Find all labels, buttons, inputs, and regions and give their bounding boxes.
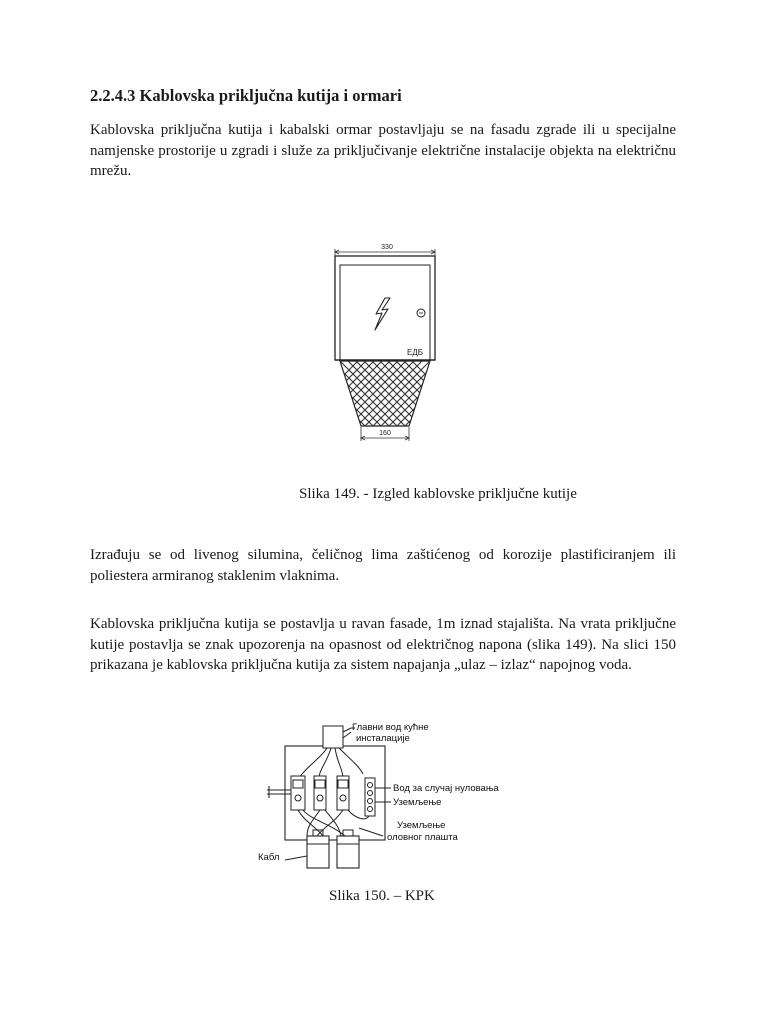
label-sheath-1: Уземљење (397, 820, 446, 831)
paragraph-intro: Kablovska priključna kutija i kabalski ormar postavljaju se na fasadu zgrade ili u specijalne namjenske prostorije u zgradi i služe za priključivanje električne instalacije objekta na električnu mrežu. (90, 122, 676, 179)
label-neutral-line: Вод за случај нуловања (393, 783, 499, 794)
figure-150-caption: Slika 150. – KPK (329, 888, 435, 904)
section-heading: 2.2.4.3 Kablovska priključna kutija i ormari (90, 86, 402, 105)
dimension-width-label: 330 (381, 244, 393, 251)
label-grounding: Уземљење (393, 797, 442, 808)
label-cable: Кабл (258, 852, 280, 863)
figure-149-caption: Slika 149. - Izgled kablovske priključne kutije (299, 486, 577, 502)
label-sheath-2: оловног плашта (387, 832, 458, 843)
plate-label: ЕДБ (406, 348, 424, 357)
figure-149-box-drawing (320, 238, 450, 443)
dimension-bottom-label: 160 (379, 430, 391, 437)
label-main-line-2: инсталације (356, 733, 410, 744)
label-main-line-1: Главни вод кућне (352, 722, 429, 733)
paragraph-materials: Izrađuju se od livenog silumina, čeličnog lima zaštićenog od korozije plastificiranjem ili poliestera armiranog staklenim vlaknima. (90, 547, 676, 584)
figure-150-kpk-diagram (255, 718, 535, 880)
paragraph-installation: Kablovska priključna kutija se postavlja u ravan fasade, 1m iznad stajališta. Na vrata priključne kutije postavlja se znak upozorenja na opasnost od električnog napona (slika 149). Na slici 150 prikazana je kablovska priključna kutija za sistem napajanja „ulaz – izlaz“ napojnog voda. (90, 616, 676, 673)
